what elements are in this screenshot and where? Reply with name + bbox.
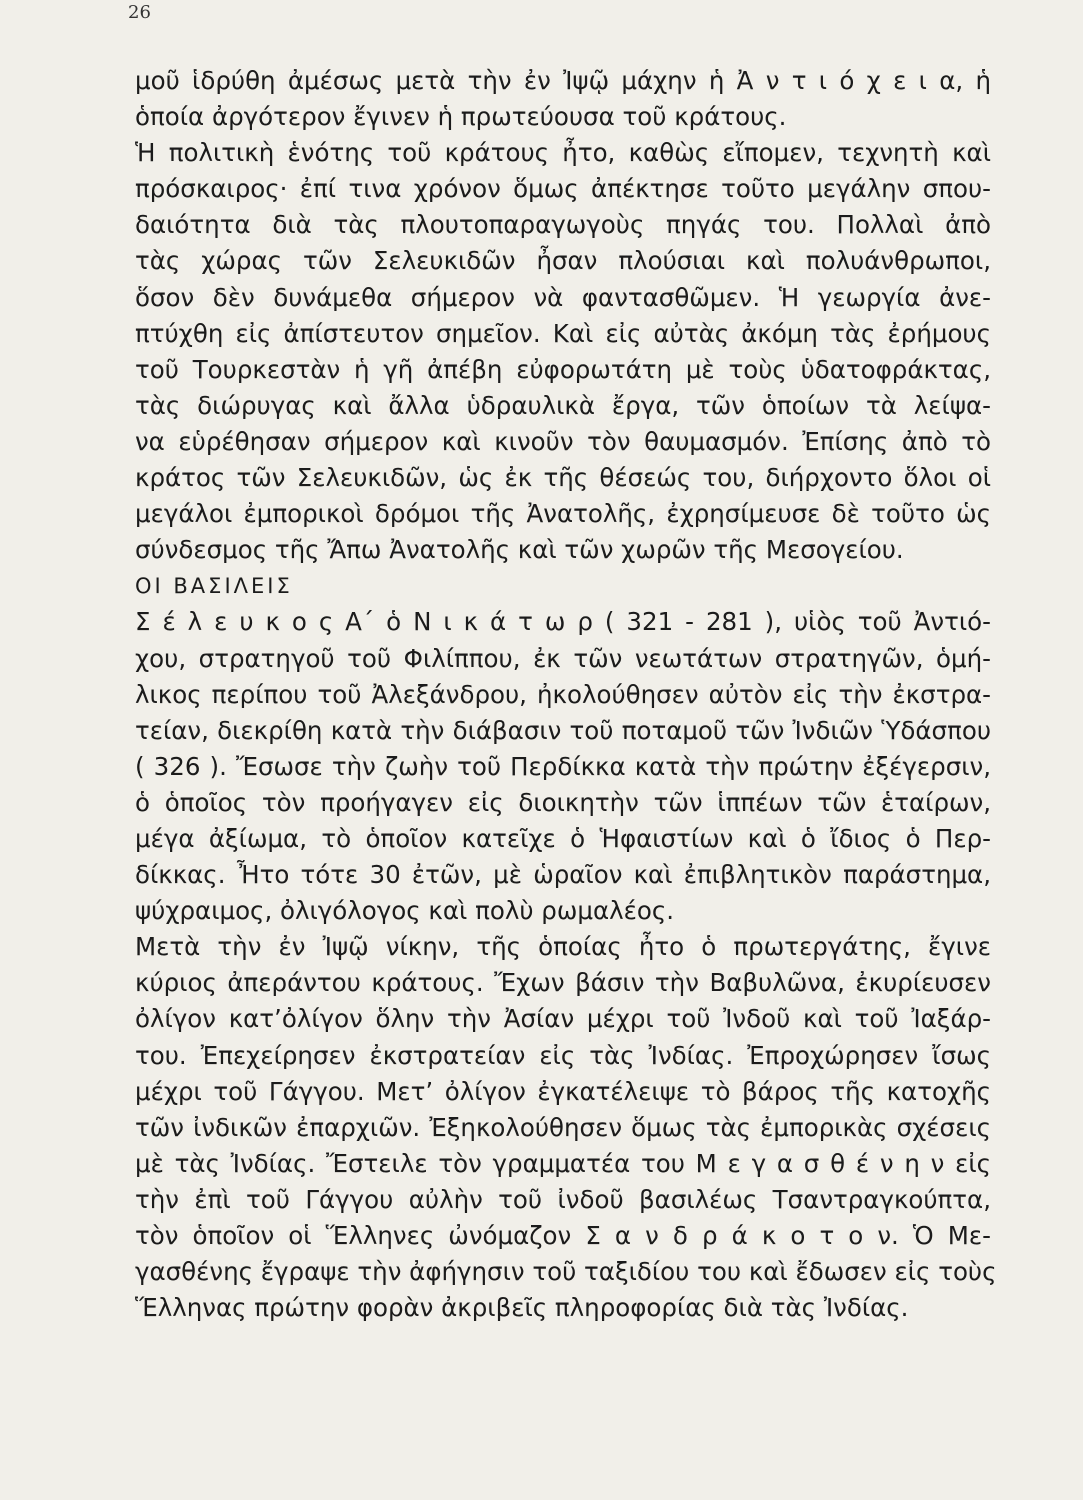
text-line: του. Ἐπεχείρησεν ἐκστρατείαν εἰς τὰς Ἰνδίας. Ἐπροχώρησεν ἴσως	[135, 1040, 991, 1070]
text-line: κράτος τῶν Σελευκιδῶν, ὡς ἐκ τῆς θέσεώς του, διήρχοντο ὅλοι οἱ	[135, 463, 991, 493]
text-line: ( 326 ). Ἔσωσε τὴν ζωὴν τοῦ Περδίκκα κατὰ τὴν πρώτην ἐξέγερσιν,	[135, 751, 991, 781]
text-line: κύριος ἀπεράντου κράτους. Ἔχων βάσιν τὴν Βαβυλῶνα, ἐκυρίευσεν	[135, 968, 991, 998]
text-line: πτύχθη εἰς ἀπίστευτον σημεῖον. Καὶ εἰς αὐτὰς ἀκόμη τὰς ἐρήμους	[135, 318, 991, 348]
text-line: μὲ τὰς Ἰνδίας. Ἔστειλε τὸν γραμματέα του Μ ε γ α σ θ έ ν η ν εἰς	[135, 1148, 991, 1178]
text-line: να εὑρέθησαν σήμερον καὶ κινοῦν τὸν θαυμασμόν. Ἐπίσης ἀπὸ τὸ	[135, 426, 991, 456]
section-heading: ΟΙ ΒΑΣΙΛΕΙΣ	[135, 574, 293, 599]
text-line: χου, στρατηγοῦ τοῦ Φιλίππου, ἐκ τῶν νεωτάτων στρατηγῶν, ὁμή-	[135, 643, 991, 673]
text-line: Σ έ λ ε υ κ ο ς Α΄ ὁ Ν ι κ ά τ ω ρ ( 321 - 281 ), υἱὸς τοῦ Ἀντιό-	[135, 607, 991, 637]
text-line: τὸν ὁποῖον οἱ Ἕλληνες ὠνόμαζον Σ α ν δ ρ ά κ ο τ ο ν. Ὁ Με-	[135, 1221, 991, 1250]
text-line: ὁποία ἀργότερον ἔγινεν ἡ πρωτεύουσα τοῦ κράτους.	[135, 102, 787, 132]
text-line: τείαν, διεκρίθη κατὰ τὴν διάβασιν τοῦ ποταμοῦ τῶν Ἰνδιῶν Ὑδάσπου	[135, 715, 991, 745]
text-line: Ἕλληνας πρώτην φορὰν ἀκριβεῖς πληροφορίας διὰ τὰς Ἰνδίας.	[135, 1293, 909, 1323]
text-line: τοῦ Τουρκεστὰν ἡ γῆ ἀπέβη εὐφορωτάτη μὲ τοὺς ὑδατοφράκτας,	[135, 354, 991, 384]
text-line: ψύχραιμος, ὀλιγόλογος καὶ πολὺ ρωμαλέος.	[135, 896, 674, 926]
text-line: τὴν ἐπὶ τοῦ Γάγγου αὐλὴν τοῦ ἰνδοῦ βασιλέως Τσαντραγκούπτα,	[135, 1184, 991, 1214]
text-line: ὁ ὁποῖος τὸν προήγαγεν εἰς διοικητὴν τῶν ἱππέων τῶν ἑταίρων,	[135, 787, 991, 817]
text-line: δίκκας. Ἦτο τότε 30 ἐτῶν, μὲ ὡραῖον καὶ ἐπιβλητικὸν παράστημα,	[135, 860, 991, 890]
text-line: μέχρι τοῦ Γάγγου. Μετ’ ὀλίγον ἐγκατέλειψε τὸ βάρος τῆς κατοχῆς	[135, 1076, 991, 1106]
text-line: μέγα ἀξίωμα, τὸ ὁποῖον κατεῖχε ὁ Ἡφαιστίων καὶ ὁ ἴδιος ὁ Περ-	[135, 823, 991, 853]
text-line: λικος περίπου τοῦ Ἀλεξάνδρου, ἠκολούθησεν αὐτὸν εἰς τὴν ἐκστρα-	[135, 679, 991, 709]
text-line: γασθένης ἔγραψε τὴν ἀφήγησιν τοῦ ταξιδίου του καὶ ἔδωσεν εἰς τοὺς	[135, 1257, 997, 1287]
text-line: μοῦ ἱδρύθη ἀμέσως μετὰ τὴν ἐν Ἰψῷ μάχην ἡ Ἀ ν τ ι ό χ ε ι α, ἡ	[135, 66, 991, 95]
text-line: Ἡ πολιτικὴ ἑνότης τοῦ κράτους ἦτο, καθὼς εἴπομεν, τεχνητὴ καὶ	[135, 138, 991, 168]
text-line: ὀλίγον κατ’ὀλίγον ὅλην τὴν Ἀσίαν μέχρι τοῦ Ἰνδοῦ καὶ τοῦ Ἰαξάρ-	[135, 1004, 991, 1034]
text-line: μεγάλοι ἐμπορικοὶ δρόμοι τῆς Ἀνατολῆς, ἐχρησίμευσε δὲ τοῦτο ὡς	[135, 499, 991, 529]
page-number: 26	[128, 2, 151, 23]
text-line: ὅσον δὲν δυνάμεθα σήμερον νὰ φαντασθῶμεν. Ἡ γεωργία ἀνε-	[135, 282, 991, 312]
text-line: Μετὰ τὴν ἐν Ἰψῷ νίκην, τῆς ὁποίας ἦτο ὁ πρωτεργάτης, ἔγινε	[135, 932, 991, 962]
text-line: δαιότητα διὰ τὰς πλουτοπαραγωγοὺς πηγάς του. Πολλαὶ ἀπὸ	[135, 210, 991, 240]
text-line: τὰς διώρυγας καὶ ἄλλα ὑδραυλικὰ ἔργα, τῶν ὁποίων τὰ λείψα-	[135, 390, 991, 420]
body-text	[135, 66, 997, 1329]
text-line: σύνδεσμος τῆς Ἄπω Ἀνατολῆς καὶ τῶν χωρῶν τῆς Μεσογείου.	[135, 535, 904, 565]
text-line: τῶν ἰνδικῶν ἐπαρχιῶν. Ἐξηκολούθησεν ὅμως τὰς ἐμπορικὰς σχέσεις	[135, 1112, 991, 1142]
text-line: τὰς χώρας τῶν Σελευκιδῶν ἦσαν πλούσιαι καὶ πολυάνθρωποι,	[135, 246, 991, 276]
text-line: πρόσκαιρος· ἐπί τινα χρόνον ὅμως ἀπέκτησε τοῦτο μεγάλην σπου-	[135, 174, 991, 204]
